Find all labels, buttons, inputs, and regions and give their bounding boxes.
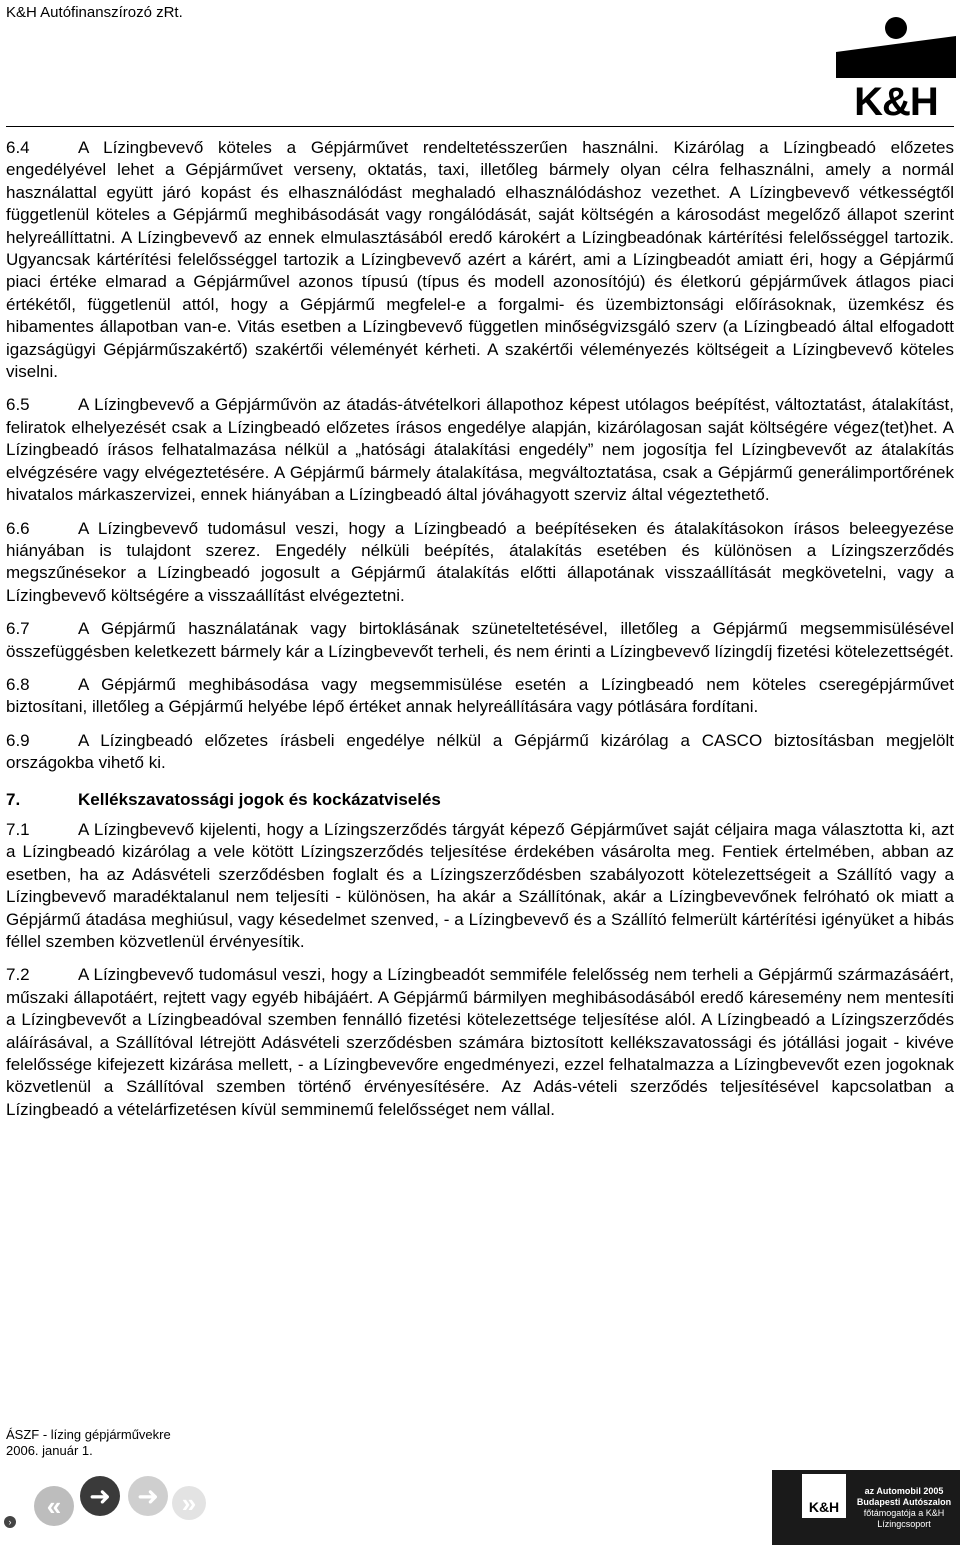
- document-body: [6, 137, 954, 1132]
- next-page-arrow-icon[interactable]: ➜: [80, 1476, 120, 1516]
- paragraph-text: A Lízingbevevő tudomásul veszi, hogy a Lízingbeadó a beépítéseken és átalakításokon írásos beleegyezése hiányában is tulajdont szerez. Engedély nélküli beépítés, átalakítás esetében és különösen a Lízingszerződés megszűnésekor a Lízingbeadó jogosult a Gépjármű átalakítás előtti állapotának visszaállítását megkövetelni, vagy a Lízingbevevő költségére a visszaállítást elvégeztetni.: [6, 518, 954, 605]
- footer-document-title: ÁSZF - lízing gépjárművekre: [6, 1427, 171, 1442]
- navigation-bar: [0, 1470, 960, 1545]
- kh-logo-figure-icon: [832, 16, 960, 86]
- paragraph-number: 6.6: [6, 518, 30, 538]
- paragraph-number: 7.1: [6, 819, 30, 839]
- paragraph-6-8: [6, 674, 954, 719]
- forward-arrow-icon[interactable]: ➜: [128, 1476, 168, 1516]
- section-heading-7: [6, 789, 954, 811]
- company-name: K&H Autófinanszírozó zRt.: [6, 4, 183, 21]
- paragraph-number: 6.8: [6, 674, 30, 694]
- paragraph-text: A Lízingbevevő tudomásul veszi, hogy a Lízingbeadót semmiféle felelősség nem terheli a Gépjármű származásáért, műszaki állapotáért, rejtett vagy egyéb hibájáért. A Gépjármű bármilyen meghibásodásából eredő káresemény nem mentesíti a Lízingbevevőt a Lízingbeadóval szemben fennálló fizetési kötelezettsége teljesítése alól. A Lízingbeadó a Lízingszerződés aláírásával, a Szállítóval létrejött Adásvételi szerződésben számára biztosított kellékszavatossági és jótállási jogait - kivéve felelőssége kifejezett kizárása mellett, - a Lízingbevevőre engedményezi, ezzel felhatalmazza a Lízingbevevőt ezen jogoknak közvetlenül a Szállítóval szemben történő érvényesítésére. Az Adás-vételi szerződés teljesítésével kapcsolatban a Lízingbeadó a vételárfizetésen kívül semminemű felelősséget nem vállal.: [6, 965, 954, 1119]
- document-footer: [6, 1427, 171, 1459]
- paragraph-6-9: [6, 730, 954, 775]
- promo-line-2: Budapesti Autószalon: [856, 1497, 952, 1507]
- section-title: Kellékszavatossági jogok és kockázatviselés: [78, 789, 441, 809]
- paragraph-6-4: [6, 137, 954, 383]
- footer-date: 2006. január 1.: [6, 1443, 93, 1458]
- paragraph-number: 6.5: [6, 395, 30, 415]
- paragraph-number: 7.2: [6, 965, 30, 985]
- promo-line-1: az Automobil 2005: [864, 1486, 944, 1496]
- paragraph-6-5: [6, 394, 954, 506]
- first-page-icon[interactable]: «: [34, 1486, 74, 1526]
- paragraph-text: A Lízingbevevő kijelenti, hogy a Lízingszerződés tárgyát képező Gépjárművet saját céljaira maga választotta ki, azt a Lízingbeadó kizárólag a vele kötött Lízingszerződés teljesítése érdekében vásárolta meg. Fentiek értelmében, abban az esetben, ha az Adásvételi szerződésben foglalt és a Lízingszerződésben szabályozott kötelezettségeit a Szállító vagy a Lízingbevevő maradéktalanul nem teljesíti - különösen, ha akár a Szállítónak, akár a Lízingbevevőnek felróható ok miatt a Gépjármű átadása meghiúsul, vagy késedelmet szenved, - a Lízingbevevő és a Szállító felmerült kártérítési igényüket a hibás féllel szemben közvetlenül érvényesítik.: [6, 819, 954, 951]
- paragraph-number: 6.9: [6, 730, 30, 750]
- last-page-icon[interactable]: »: [172, 1486, 206, 1520]
- paragraph-text: A Gépjármű meghibásodása vagy megsemmisülése esetén a Lízingbeadó nem köteles cseregépjárművet biztosítani, illetőleg a Gépjármű helyébe lépő értéket annak helyreállítására vagy pótlására fordítani.: [6, 674, 954, 717]
- kh-logo-text: K&H: [854, 80, 938, 124]
- header-divider: [6, 126, 954, 127]
- promo-kh-logo: [802, 1474, 846, 1518]
- paragraph-6-6: [6, 518, 954, 608]
- paragraph-7-1: [6, 819, 954, 953]
- small-arrow-icon[interactable]: ›: [4, 1516, 16, 1528]
- section-number: 7.: [6, 789, 21, 809]
- paragraph-text: A Lízingbevevő köteles a Gépjárművet rendeltetésszerűen használni. Kizárólag a Lízingbeadó előzetes engedélyével lehet a Gépjárművet verseny, oktatás, taxi, illetőleg bármely olyan célra felhasználni, amely a normál használattal együtt járó kopást és elhasználódást meghaladó elhasználódáshoz vezethet. A Lízingbevevő vétkességtől függetlenül köteles a Gépjármű meghibásodását vagy rongálódását, saját költségén a károsodást megelőző állapot szerint helyreállíttatni. A Lízingbevevő az ennek elmulasztásából eredő károkért a Lízingbeadónak kártérítési felelősséggel tartozik. Ugyancsak kártérítési felelősséggel tartozik a Lízingbevevő azért a kárért, ami a Lízingbeadót amiatt éri, hogy a Gépjármű piaci értéke elmarad a Gépjárművel azonos típusú (típus és modell azonosítójú) és életkorú gépjárművek átlagos piaci értékétől, függetlenül attól, hogy a Gépjármű megfelel-e a forgalmi- és üzembiztonsági előírásoknak, üzemkész és hibamentes állapotban van-e. Vitás esetben a Lízingbevevő független minőségvizsgáló szerv (a Lízingbeadó által elfogadott igazságügyi Gépjárműszakértő) szakértői véleményét kérheti. A szakértői véleményezés költségeit a Lízingbevevő köteles viselni.: [6, 138, 954, 382]
- paragraph-text: A Gépjármű használatának vagy birtoklásának szüneteltetésével, illetőleg a Gépjármű megsemmisülésével összefüggésben keletkezett bármely kár a Lízingbevevőt terheli, és nem érinti a Lízingbevevő lízingdíj fizetési kötelezettségét.: [6, 619, 954, 661]
- paragraph-6-7: [6, 618, 954, 663]
- paragraph-7-2: [6, 964, 954, 1121]
- paragraph-text: A Lízingbeadó előzetes írásbeli engedélye nélkül a Gépjármű kizárólag a CASCO biztosításban megjelölt országokba vihető ki.: [6, 730, 954, 773]
- promo-line-3: főtámogatója a K&H Lízingcsoport: [863, 1508, 945, 1529]
- promo-text: [850, 1486, 958, 1530]
- promo-banner[interactable]: [772, 1470, 960, 1545]
- promo-logo-text: K&H: [808, 1499, 840, 1515]
- kh-logo: [832, 16, 960, 124]
- paragraph-text: A Lízingbevevő a Gépjárművön az átadás-átvételkori állapothoz képest utólagos beépítést, változtatást, átalakítást, feliratok elhelyezését csak a Lízingbeadó előzetes írásos engedélye alapján, kizárólagosan saját költségére végez(tet)het. A Lízingbeadó írásos felhatalmazása nélkül a „hatósági átalakítási engedély” nem jogosítja fel Lízingbevevőt az átalakítás elvégzésére vagy elvégeztetésére. A Gépjármű bármely átalakítása, megváltoztatása, csak a Gépjármű generálimportőrének hivatalos márkaszervizei, ennek hiányában a Lízingbeadó által jóváhagyott szerviz által végeztethető.: [6, 395, 954, 505]
- paragraph-number: 6.7: [6, 619, 30, 639]
- paragraph-number: 6.4: [6, 138, 30, 157]
